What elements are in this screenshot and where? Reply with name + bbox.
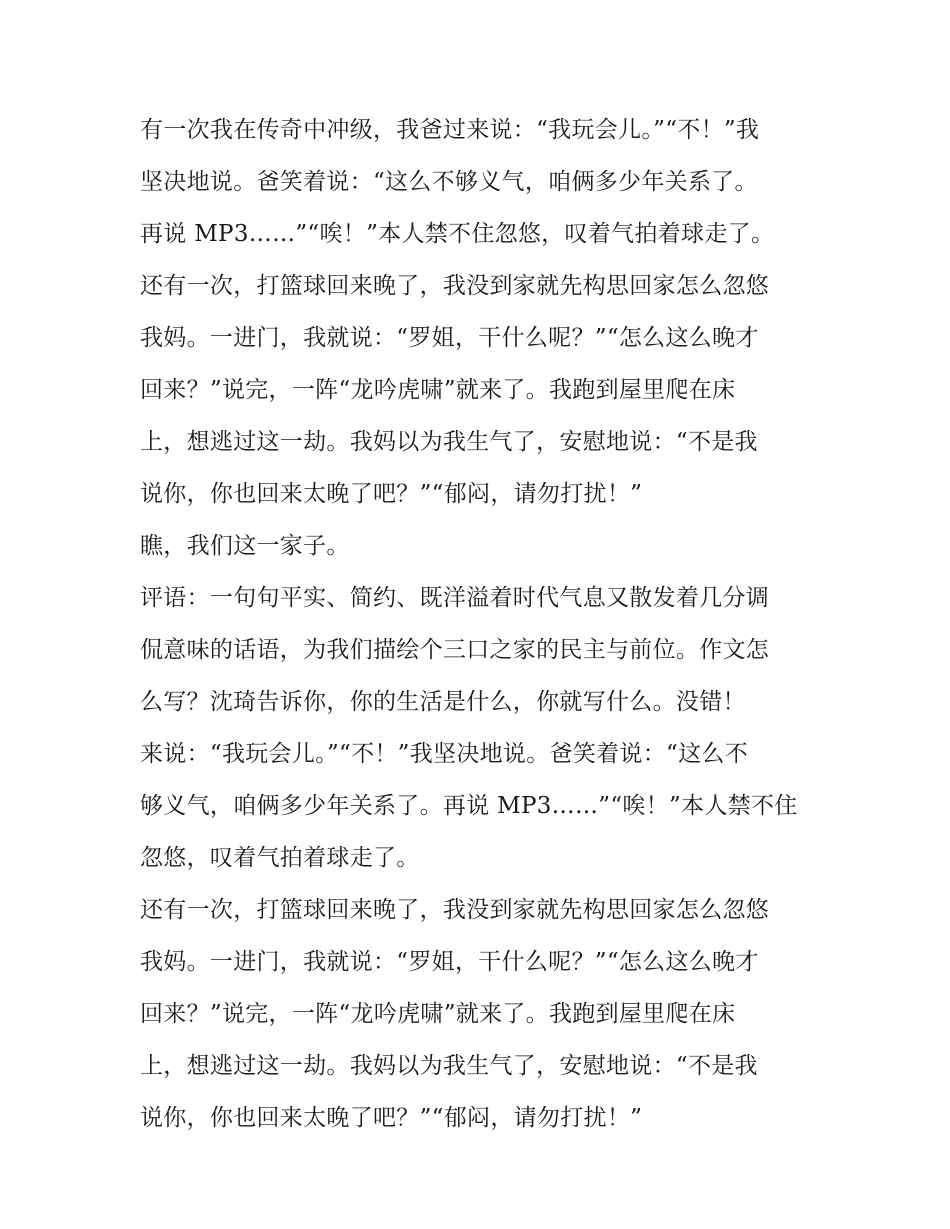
- text-line: 再说 MP3……”“唉！”本人禁不住忽悠，叹着气拍着球走了。: [140, 221, 775, 247]
- text-line: 我妈。一进门，我就说：“罗姐，干什么呢？”“怎么这么晚才: [140, 325, 759, 351]
- text-line: 说你，你也回来太晚了吧？”“郁闷，请勿打扰！”: [140, 481, 643, 507]
- text-line: 有一次我在传奇中冲级，我爸过来说：“我玩会儿。”“不！”我: [140, 117, 760, 143]
- text-line: 说你，你也回来太晚了吧？”“郁闷，请勿打扰！”: [140, 1105, 643, 1131]
- text-line: 来说：“我玩会儿。”“不！”我坚决地说。爸笑着说：“这么不: [140, 741, 748, 767]
- text-line: 瞧，我们这一家子。: [140, 533, 350, 559]
- text-line: 上，想逃过这一劫。我妈以为我生气了，安慰地说：“不是我: [140, 1053, 758, 1079]
- comment-line: 评语：一句句平实、简约、既洋溢着时代气息又散发着几分调: [140, 585, 770, 611]
- text-line: 还有一次，打篮球回来晚了，我没到家就先构思回家怎么忽悠: [140, 273, 770, 299]
- text-line: 回来？”说完，一阵“龙吟虎啸”就来了。我跑到屋里爬在床: [140, 377, 736, 403]
- text-line: 够义气，咱俩多少年关系了。再说 MP3……”“唉！”本人禁不住: [140, 793, 798, 819]
- text-line: 上，想逃过这一劫。我妈以为我生气了，安慰地说：“不是我: [140, 429, 758, 455]
- text-line: 我妈。一进门，我就说：“罗姐，干什么呢？”“怎么这么晚才: [140, 949, 759, 975]
- comment-line: 侃意味的话语，为我们描绘个三口之家的民主与前位。作文怎: [140, 637, 770, 663]
- comment-line: 么写？沈琦告诉你，你的生活是什么，你就写什么。没错！: [140, 689, 746, 715]
- text-line: 还有一次，打篮球回来晚了，我没到家就先构思回家怎么忽悠: [140, 897, 770, 923]
- body-text: [140, 108, 830, 1148]
- text-line: 回来？”说完，一阵“龙吟虎啸”就来了。我跑到屋里爬在床: [140, 1001, 736, 1027]
- text-line: 忽悠，叹着气拍着球走了。: [140, 845, 420, 871]
- text-line: 坚决地说。爸笑着说：“这么不够义气，咱俩多少年关系了。: [140, 169, 758, 195]
